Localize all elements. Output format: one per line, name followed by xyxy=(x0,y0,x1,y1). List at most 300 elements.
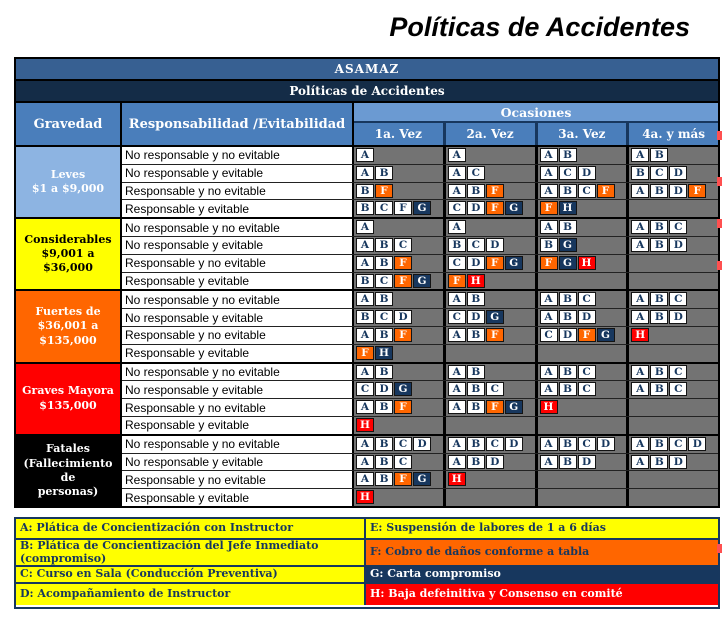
action-chip-G: G xyxy=(394,382,412,396)
severity-label-line: personas) xyxy=(37,485,99,499)
occurrence-cell-4 xyxy=(629,219,718,236)
action-chip-C: C xyxy=(448,310,466,324)
legend-item-A: A: Plática de Concientización con Instructor xyxy=(16,519,366,540)
occurrence-cell-2 xyxy=(446,345,538,362)
occurrence-cell-3 xyxy=(538,327,630,344)
action-chip-A: A xyxy=(356,256,374,270)
occurrence-cell-1 xyxy=(354,345,446,362)
action-chip-C: C xyxy=(375,274,393,288)
action-chip-F: F xyxy=(394,256,412,270)
action-chip-A: A xyxy=(356,328,374,342)
action-chip-A: A xyxy=(540,365,558,379)
severity-label-line: $135,000 xyxy=(39,398,97,412)
action-chip-B: B xyxy=(356,310,374,324)
occurrence-cell-3 xyxy=(538,165,630,182)
table-row xyxy=(122,436,718,454)
action-chip-H: H xyxy=(631,328,649,342)
responsibility-label: Responsable y no evitable xyxy=(122,255,354,272)
action-chip-A: A xyxy=(540,292,558,306)
action-chip-A: A xyxy=(448,292,466,306)
severity-rows xyxy=(122,147,718,217)
occurrence-cell-3 xyxy=(538,364,630,381)
table-row xyxy=(122,489,718,506)
severity-label xyxy=(16,364,122,434)
col-header-gravedad: Gravedad xyxy=(16,103,122,145)
action-chip-A: A xyxy=(448,400,466,414)
occurrence-cell-3 xyxy=(538,399,630,416)
action-chip-C: C xyxy=(540,328,558,342)
action-chip-D: D xyxy=(669,166,687,180)
action-chip-H: H xyxy=(375,346,393,360)
occurrence-cell-2 xyxy=(446,309,538,326)
action-chip-G: G xyxy=(505,400,523,414)
responsibility-label: No responsable y no evitable xyxy=(122,436,354,453)
action-chip-D: D xyxy=(486,238,504,252)
severity-group-1 xyxy=(16,147,718,219)
severity-label-line: $36,001 a xyxy=(37,319,99,333)
severity-group-2 xyxy=(16,219,718,291)
table-row xyxy=(122,417,718,434)
occurrence-cell-4 xyxy=(629,471,718,488)
responsibility-label: No responsable y no evitable xyxy=(122,147,354,164)
legend-item-H: H: Baja defeinitiva y Consenso en comité xyxy=(366,584,718,605)
table-row xyxy=(122,255,718,273)
action-chip-B: B xyxy=(375,400,393,414)
action-chip-B: B xyxy=(467,328,485,342)
legend-item-F: F: Cobro de daños conforme a tabla xyxy=(366,540,718,567)
action-chip-A: A xyxy=(631,310,649,324)
responsibility-label: Responsable y evitable xyxy=(122,273,354,290)
occurrence-cell-2 xyxy=(446,436,538,453)
legend-item-B: B: Plática de Concientización del Jefe Inmediato (compromiso) xyxy=(16,540,366,567)
action-chip-B: B xyxy=(467,437,485,451)
occurrence-cell-4 xyxy=(629,489,718,506)
occurrence-cell-1 xyxy=(354,471,446,488)
occurrence-cell-4 xyxy=(629,183,718,200)
action-chip-A: A xyxy=(448,365,466,379)
action-chip-H: H xyxy=(356,418,374,432)
action-chip-B: B xyxy=(559,365,577,379)
action-chip-B: B xyxy=(467,184,485,198)
occurrence-cell-2 xyxy=(446,200,538,217)
action-chip-B: B xyxy=(356,201,374,215)
action-chip-D: D xyxy=(394,310,412,324)
occurrence-cell-4 xyxy=(629,381,718,398)
action-chip-G: G xyxy=(559,238,577,252)
action-chip-B: B xyxy=(650,455,668,469)
action-chip-B: B xyxy=(650,382,668,396)
action-chip-C: C xyxy=(394,455,412,469)
occurrence-cell-4 xyxy=(629,273,718,290)
occurrence-cell-4 xyxy=(629,200,718,217)
occurrence-cell-2 xyxy=(446,327,538,344)
occurrence-cell-4 xyxy=(629,364,718,381)
action-chip-C: C xyxy=(669,365,687,379)
edge-marker-5 xyxy=(717,544,722,553)
severity-label-line: $1 a $9,000 xyxy=(31,182,105,196)
occurrence-cell-1 xyxy=(354,327,446,344)
action-chip-C: C xyxy=(448,201,466,215)
action-chip-A: A xyxy=(356,220,374,234)
action-chip-B: B xyxy=(650,220,668,234)
action-chip-F: F xyxy=(486,328,504,342)
occurrence-cell-4 xyxy=(629,291,718,308)
action-chip-B: B xyxy=(650,292,668,306)
column-header-row xyxy=(16,103,718,147)
action-chip-A: A xyxy=(356,238,374,252)
action-chip-G: G xyxy=(505,201,523,215)
occurrence-cell-3 xyxy=(538,309,630,326)
occurrence-cell-3 xyxy=(538,147,630,164)
occurrence-cell-2 xyxy=(446,219,538,236)
action-chip-D: D xyxy=(669,310,687,324)
page-title: Políticas de Accidentes xyxy=(389,12,690,42)
action-chip-F: F xyxy=(688,184,706,198)
occurrence-cell-3 xyxy=(538,183,630,200)
action-chip-C: C xyxy=(650,166,668,180)
occurrence-cell-1 xyxy=(354,273,446,290)
table-row xyxy=(122,471,718,489)
legend-item-C: C: Curso en Sala (Conducción Preventiva) xyxy=(16,567,366,584)
action-chip-A: A xyxy=(448,220,466,234)
severity-group-5 xyxy=(16,436,718,506)
action-chip-C: C xyxy=(467,238,485,252)
severity-rows xyxy=(122,291,718,361)
action-chip-B: B xyxy=(559,382,577,396)
table-row xyxy=(122,381,718,399)
action-chip-D: D xyxy=(375,382,393,396)
col-header-responsabilidad: Responsabilidad /Evitabilidad xyxy=(122,103,354,145)
responsibility-label: No responsable y evitable xyxy=(122,381,354,398)
occurrence-cell-4 xyxy=(629,345,718,362)
occurrence-cell-3 xyxy=(538,471,630,488)
action-chip-G: G xyxy=(505,256,523,270)
action-chip-B: B xyxy=(650,437,668,451)
action-chip-A: A xyxy=(631,365,649,379)
occurrence-cell-3 xyxy=(538,417,630,434)
action-chip-C: C xyxy=(578,382,596,396)
action-chip-G: G xyxy=(413,201,431,215)
occurrence-cell-3 xyxy=(538,200,630,217)
action-chip-G: G xyxy=(413,274,431,288)
occurrence-cell-1 xyxy=(354,309,446,326)
action-chip-G: G xyxy=(559,256,577,270)
table-row xyxy=(122,327,718,345)
occurrence-cell-1 xyxy=(354,417,446,434)
action-chip-B: B xyxy=(650,184,668,198)
action-chip-C: C xyxy=(467,166,485,180)
occurrence-cell-4 xyxy=(629,165,718,182)
occurrence-cell-3 xyxy=(538,273,630,290)
responsibility-label: No responsable y no evitable xyxy=(122,219,354,236)
edge-marker-4 xyxy=(717,261,722,270)
edge-marker-1 xyxy=(717,131,722,140)
action-chip-D: D xyxy=(578,455,596,469)
action-chip-H: H xyxy=(559,201,577,215)
action-chip-H: H xyxy=(578,256,596,270)
action-chip-D: D xyxy=(467,310,485,324)
action-chip-F: F xyxy=(486,184,504,198)
severity-label xyxy=(16,219,122,289)
occurrence-cell-2 xyxy=(446,147,538,164)
action-chip-C: C xyxy=(486,437,504,451)
action-chip-F: F xyxy=(486,201,504,215)
action-chip-H: H xyxy=(448,472,466,486)
action-chip-H: H xyxy=(356,490,374,504)
action-chip-D: D xyxy=(505,437,523,451)
action-chip-D: D xyxy=(669,184,687,198)
occurrence-cell-4 xyxy=(629,417,718,434)
occurrence-cell-4 xyxy=(629,327,718,344)
action-chip-B: B xyxy=(375,437,393,451)
action-chip-B: B xyxy=(540,238,558,252)
action-chip-C: C xyxy=(375,310,393,324)
occurrence-cell-4 xyxy=(629,399,718,416)
edge-marker-3 xyxy=(717,219,722,228)
action-chip-B: B xyxy=(650,310,668,324)
action-chip-A: A xyxy=(448,437,466,451)
action-chip-F: F xyxy=(540,201,558,215)
action-chip-A: A xyxy=(356,365,374,379)
severity-group-3 xyxy=(16,291,718,363)
action-chip-C: C xyxy=(578,292,596,306)
action-chip-A: A xyxy=(631,148,649,162)
action-chip-A: A xyxy=(448,382,466,396)
table-body xyxy=(16,147,718,506)
occurrence-cell-1 xyxy=(354,183,446,200)
action-chip-B: B xyxy=(467,382,485,396)
accident-policy-table xyxy=(14,57,720,508)
action-chip-A: A xyxy=(448,455,466,469)
action-chip-D: D xyxy=(597,437,615,451)
action-chip-F: F xyxy=(375,184,393,198)
col-header-occurrence-4: 4a. y más xyxy=(642,127,706,141)
occurrence-cell-3 xyxy=(538,237,630,254)
action-chip-D: D xyxy=(467,201,485,215)
severity-label xyxy=(16,291,122,361)
action-chip-B: B xyxy=(448,238,466,252)
action-chip-A: A xyxy=(631,184,649,198)
edge-marker-2 xyxy=(717,177,722,186)
action-chip-D: D xyxy=(486,455,504,469)
responsibility-label: Responsable y evitable xyxy=(122,417,354,434)
action-chip-B: B xyxy=(375,292,393,306)
action-chip-G: G xyxy=(413,472,431,486)
severity-label xyxy=(16,436,122,506)
action-chip-B: B xyxy=(356,184,374,198)
action-chip-C: C xyxy=(578,437,596,451)
occurrence-cell-1 xyxy=(354,219,446,236)
action-chip-A: A xyxy=(356,400,374,414)
responsibility-label: No responsable y no evitable xyxy=(122,291,354,308)
action-chip-A: A xyxy=(540,310,558,324)
action-chip-A: A xyxy=(540,437,558,451)
action-chip-A: A xyxy=(448,184,466,198)
table-row xyxy=(122,183,718,201)
table-row xyxy=(122,309,718,327)
severity-label-line: $135,000 xyxy=(39,333,97,347)
table-row xyxy=(122,219,718,237)
action-chip-B: B xyxy=(559,455,577,469)
occurrence-cell-2 xyxy=(446,489,538,506)
occurrence-cell-4 xyxy=(629,237,718,254)
table-row xyxy=(122,399,718,417)
action-chip-G: G xyxy=(597,328,615,342)
occurrence-cell-4 xyxy=(629,454,718,471)
company-header: ASAMAZ xyxy=(16,59,718,81)
occurrence-cell-1 xyxy=(354,489,446,506)
legend-item-E: E: Suspensión de labores de 1 a 6 días xyxy=(366,519,718,540)
action-chip-B: B xyxy=(375,472,393,486)
severity-label xyxy=(16,147,122,217)
severity-label-line: Leves xyxy=(50,167,86,181)
action-chip-F: F xyxy=(448,274,466,288)
responsibility-label: Responsable y no evitable xyxy=(122,399,354,416)
severity-label-line: Considerables xyxy=(24,232,112,246)
responsibility-label: No responsable y no evitable xyxy=(122,364,354,381)
action-chip-A: A xyxy=(631,437,649,451)
action-chip-A: A xyxy=(631,292,649,306)
action-chip-A: A xyxy=(540,184,558,198)
occurrence-cell-3 xyxy=(538,255,630,272)
action-chip-D: D xyxy=(688,437,706,451)
action-chip-F: F xyxy=(597,184,615,198)
occurrence-cell-1 xyxy=(354,200,446,217)
occurrence-cell-2 xyxy=(446,237,538,254)
table-title-bar: Políticas de Accidentes xyxy=(16,81,718,103)
action-chip-A: A xyxy=(631,382,649,396)
action-chip-C: C xyxy=(578,184,596,198)
action-chip-C: C xyxy=(669,220,687,234)
responsibility-label: Responsable y evitable xyxy=(122,345,354,362)
occurrence-cell-4 xyxy=(629,147,718,164)
action-chip-B: B xyxy=(631,166,649,180)
action-chip-F: F xyxy=(394,201,412,215)
occurrence-cell-2 xyxy=(446,381,538,398)
action-chip-F: F xyxy=(356,346,374,360)
occurrence-cell-2 xyxy=(446,255,538,272)
severity-group-4 xyxy=(16,364,718,436)
legend-item-D: D: Acompañamiento de Instructor xyxy=(16,584,366,605)
action-chip-B: B xyxy=(356,274,374,288)
action-chip-C: C xyxy=(394,437,412,451)
action-chip-D: D xyxy=(413,437,431,451)
occurrence-cell-2 xyxy=(446,364,538,381)
responsibility-label: Responsable y no evitable xyxy=(122,327,354,344)
action-chip-C: C xyxy=(394,238,412,252)
table-row xyxy=(122,291,718,309)
action-chip-A: A xyxy=(448,166,466,180)
occurrence-cell-3 xyxy=(538,219,630,236)
table-row xyxy=(122,147,718,165)
occurrence-cell-1 xyxy=(354,364,446,381)
occurrence-cell-1 xyxy=(354,147,446,164)
action-chip-A: A xyxy=(356,292,374,306)
action-chip-B: B xyxy=(650,148,668,162)
action-chip-F: F xyxy=(394,472,412,486)
action-chip-C: C xyxy=(669,437,687,451)
action-chip-A: A xyxy=(356,472,374,486)
action-chip-B: B xyxy=(559,437,577,451)
action-chip-B: B xyxy=(375,256,393,270)
action-chip-C: C xyxy=(669,382,687,396)
action-chip-F: F xyxy=(394,328,412,342)
occurrence-cell-3 xyxy=(538,489,630,506)
action-chip-B: B xyxy=(375,166,393,180)
action-chip-A: A xyxy=(448,328,466,342)
action-chip-A: A xyxy=(631,238,649,252)
action-chip-B: B xyxy=(467,292,485,306)
table-row xyxy=(122,454,718,472)
action-chip-A: A xyxy=(540,166,558,180)
action-chip-B: B xyxy=(559,184,577,198)
action-chip-B: B xyxy=(375,328,393,342)
table-row xyxy=(122,165,718,183)
responsibility-label: No responsable y evitable xyxy=(122,454,354,471)
action-chip-A: A xyxy=(631,220,649,234)
action-chip-A: A xyxy=(448,148,466,162)
action-chip-C: C xyxy=(375,201,393,215)
action-chip-C: C xyxy=(356,382,374,396)
action-chip-B: B xyxy=(375,365,393,379)
responsibility-label: Responsable y no evitable xyxy=(122,183,354,200)
occurrence-subheader-row xyxy=(354,123,718,145)
legend xyxy=(14,517,720,609)
severity-label-line: (Fallecimiento de xyxy=(23,456,113,484)
action-chip-A: A xyxy=(356,437,374,451)
action-chip-F: F xyxy=(486,400,504,414)
action-chip-A: A xyxy=(540,148,558,162)
responsibility-label: No responsable y evitable xyxy=(122,309,354,326)
occurrence-cell-2 xyxy=(446,183,538,200)
action-chip-F: F xyxy=(394,400,412,414)
action-chip-A: A xyxy=(540,220,558,234)
col-header-ocasiones: Ocasiones xyxy=(354,103,718,123)
occurrence-cell-2 xyxy=(446,471,538,488)
table-row xyxy=(122,237,718,255)
responsibility-label: Responsable y evitable xyxy=(122,489,354,506)
action-chip-A: A xyxy=(356,455,374,469)
action-chip-G: G xyxy=(486,310,504,324)
col-header-occurrence-1: 1a. Vez xyxy=(354,123,446,145)
action-chip-B: B xyxy=(559,292,577,306)
occurrence-cell-2 xyxy=(446,165,538,182)
occurrence-cell-1 xyxy=(354,291,446,308)
col-header-occurrence-2: 2a. Vez xyxy=(446,123,538,145)
responsibility-label: No responsable y evitable xyxy=(122,165,354,182)
action-chip-D: D xyxy=(578,310,596,324)
action-chip-B: B xyxy=(467,455,485,469)
occurrence-cell-3 xyxy=(538,381,630,398)
occurrence-cell-1 xyxy=(354,165,446,182)
action-chip-B: B xyxy=(650,238,668,252)
occurrence-cell-4 xyxy=(629,255,718,272)
severity-label-line: Fatales xyxy=(46,442,90,456)
table-row xyxy=(122,364,718,382)
action-chip-B: B xyxy=(559,220,577,234)
action-chip-B: B xyxy=(375,455,393,469)
severity-label-line: Graves Mayora xyxy=(22,384,114,398)
action-chip-D: D xyxy=(559,328,577,342)
table-row xyxy=(122,345,718,362)
action-chip-C: C xyxy=(669,292,687,306)
severity-label-line: $9,001 a $36,000 xyxy=(41,247,95,275)
severity-rows xyxy=(122,436,718,506)
severity-rows xyxy=(122,219,718,289)
occurrence-cell-3 xyxy=(538,454,630,471)
action-chip-F: F xyxy=(578,328,596,342)
action-chip-B: B xyxy=(467,365,485,379)
